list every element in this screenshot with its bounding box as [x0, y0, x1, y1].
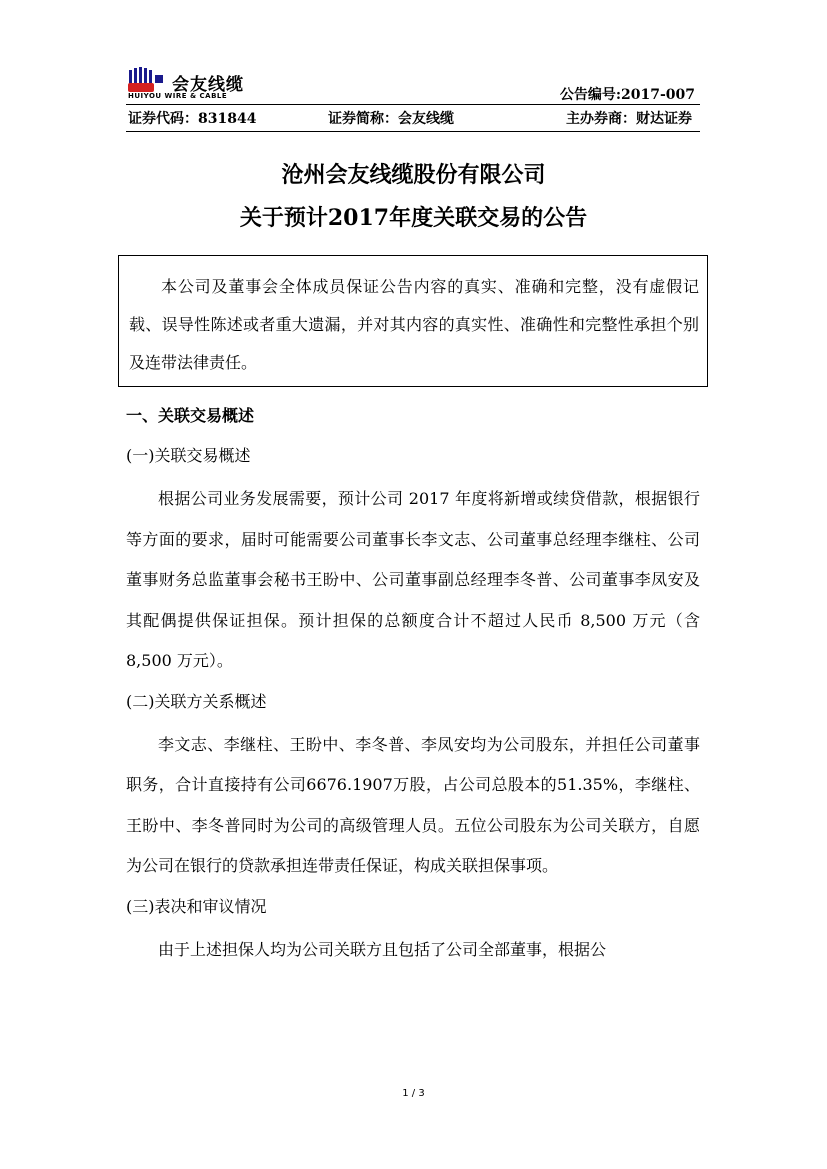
logo-cn-text: 会友线缆	[172, 75, 244, 95]
company-logo	[128, 64, 288, 100]
document-title-subject: 关于预计2017年度关联交易的公告	[239, 205, 588, 231]
document-title-company: 沧州会友线缆股份有限公司	[281, 162, 546, 188]
section-heading: 一、关联交易概述	[126, 406, 255, 425]
body-paragraph: 由于上述担保人均为公司关联方且包括了公司全部董事，根据公	[158, 939, 607, 959]
header-divider-top	[126, 104, 700, 105]
logo-en-text: HUIYOU WIRE & CABLE	[128, 92, 228, 100]
header-divider-bottom	[126, 131, 700, 132]
document-body	[126, 396, 700, 970]
subsection-heading: (三)表决和审议情况	[126, 896, 267, 916]
subsection-heading: (一)关联交易概述	[126, 446, 251, 465]
body-paragraph: 李文志、李继柱、王盼中、李冬普、李凤安均为公司股东，并担任公司董事职务，合计直接持有公司6676.1907万股，占公司总股本的51.35%，李继柱、王盼中、李冬普同时为公司的高级管理人员。五位公司股东为公司关联方，自愿为公司在银行的贷款承担连带责任保证，构成关联担保事项。	[126, 734, 700, 875]
board-statement-box	[118, 255, 708, 387]
security-info-row	[126, 108, 700, 130]
sponsor-broker: 主办券商：财达证券	[566, 111, 692, 127]
subsection-heading: (二)关联方关系概述	[126, 691, 267, 711]
notice-number: 公告编号:2017-007	[559, 87, 695, 103]
body-paragraph: 根据公司业务发展需要，预计公司 2017 年度将新增或续贷借款，根据银行等方面的要求，届时可能需要公司董事长李文志、公司董事总经理李继柱、公司董事财务总监董事会秘书王盼中、公司董事副总经理李冬普、公司董事李凤安及其配偶提供保证担保。预计担保的总额度合计不超过人民币 8,500 万元（含 8,500 万元）。	[126, 489, 700, 670]
security-name: 证券简称：会友线缆	[328, 111, 454, 127]
security-code: 证券代码：831844	[128, 111, 257, 127]
page-number: 1 / 3	[402, 1088, 425, 1099]
logo-mark-icon	[128, 67, 164, 93]
board-statement-text: 本公司及董事会全体成员保证公告内容的真实、准确和完整，没有虚假记载、误导性陈述或者重大遗漏，并对其内容的真实性、准确性和完整性承担个别及连带法律责任。	[129, 277, 699, 372]
